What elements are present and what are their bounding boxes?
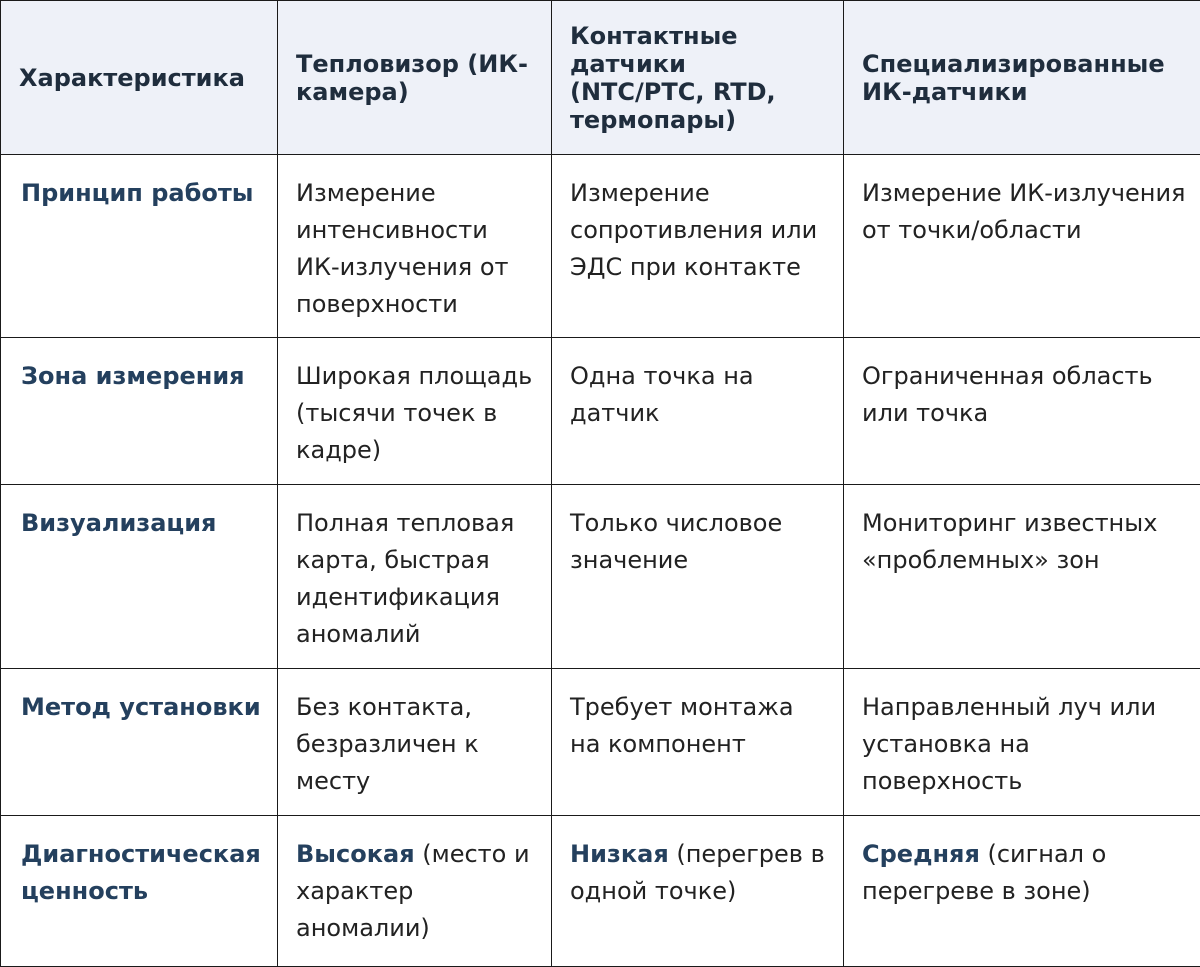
- table-cell: [844, 816, 1200, 967]
- table-row: [1, 338, 1200, 485]
- row-label: Принцип работы: [1, 155, 278, 338]
- table-header-row: [1, 1, 1200, 155]
- value-rating: Средняя: [862, 840, 980, 868]
- value-note: (место и характер аномалии): [296, 840, 530, 942]
- table-cell: Измерение ИК-излучения от точки/области: [844, 155, 1200, 338]
- table-row: [1, 816, 1200, 967]
- table-cell: [552, 816, 844, 967]
- table-cell: Без контакта, безразличен к месту: [278, 669, 552, 816]
- table-row: [1, 155, 1200, 338]
- row-label: Метод установки: [1, 669, 278, 816]
- row-label: Зона измерения: [1, 338, 278, 485]
- table-cell: Одна точка на датчик: [552, 338, 844, 485]
- value-note: (сигнал о перегреве в зоне): [862, 840, 1106, 905]
- row-label: Диагностическая ценность: [1, 816, 278, 967]
- table-cell: Мониторинг известных «проблемных» зон: [844, 485, 1200, 669]
- table-cell: Полная тепловая карта, быстрая идентификация аномалий: [278, 485, 552, 669]
- header-characteristic: Характеристика: [1, 1, 278, 155]
- table-cell: Требует монтажа на компонент: [552, 669, 844, 816]
- header-contact-sensors: Контактные датчики (NTC/PTC, RTD, термопары): [552, 1, 844, 155]
- table-cell: Направленный луч или установка на поверхность: [844, 669, 1200, 816]
- table-row: [1, 669, 1200, 816]
- table-row: [1, 485, 1200, 669]
- table-cell: Только числовое значение: [552, 485, 844, 669]
- row-label: Визуализация: [1, 485, 278, 669]
- value-rating: Высокая: [296, 840, 415, 868]
- value-rating: Низкая: [570, 840, 669, 868]
- header-ir-sensors: Специализированные ИК-датчики: [844, 1, 1200, 155]
- table-cell: Измерение сопротивления или ЭДС при контакте: [552, 155, 844, 338]
- header-thermal-camera: Тепловизор (ИК-камера): [278, 1, 552, 155]
- value-note: (перегрев в одной точке): [570, 840, 825, 905]
- table-cell: Широкая площадь (тысячи точек в кадре): [278, 338, 552, 485]
- table-cell: Измерение интенсивности ИК-излучения от поверхности: [278, 155, 552, 338]
- table-cell: Ограниченная область или точка: [844, 338, 1200, 485]
- table-cell: [278, 816, 552, 967]
